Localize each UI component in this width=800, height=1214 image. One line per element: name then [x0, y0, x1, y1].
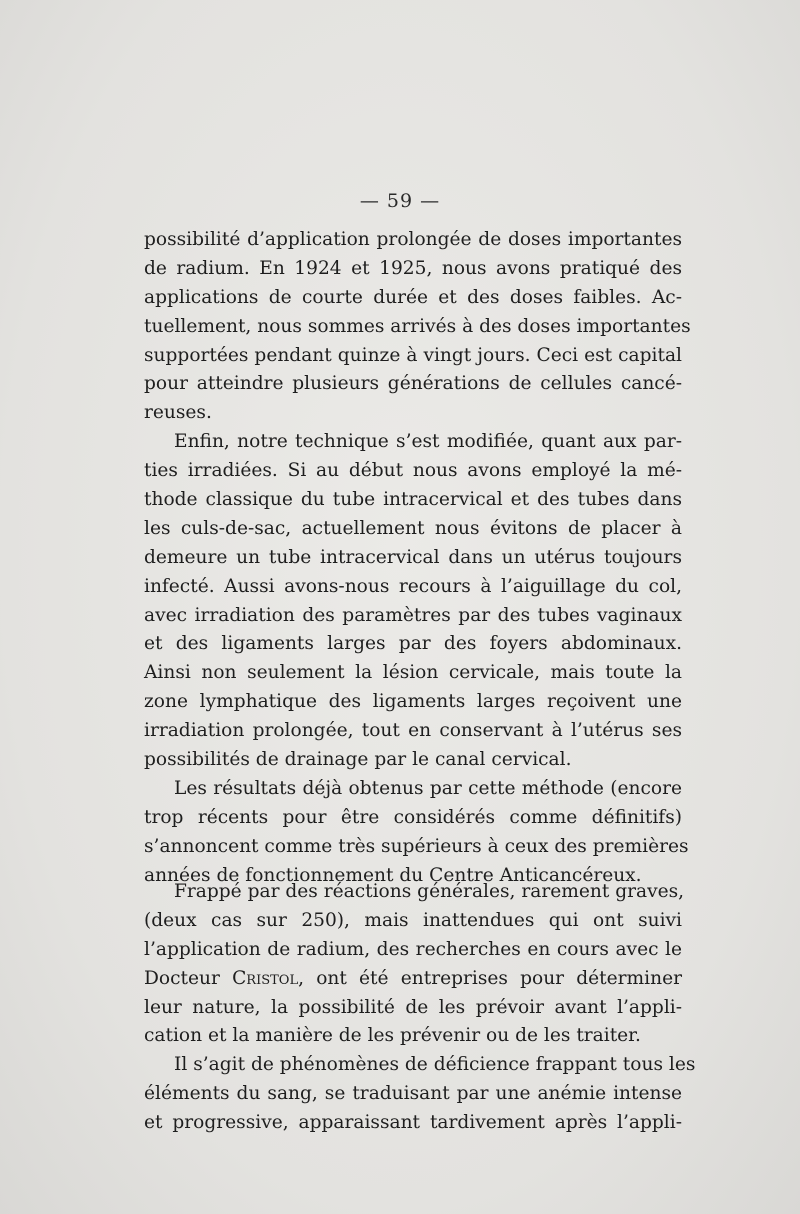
- text-line: Frappé par des réactions générales, rarement graves,: [174, 881, 685, 902]
- text-line: Les résultats déjà obtenus par cette méthode (encore: [174, 777, 682, 799]
- text-line: ties irradiées. Si au début nous avons employé la mé-: [144, 460, 682, 482]
- text-block-upper: [144, 226, 691, 890]
- page-number: — 59 —: [359, 190, 441, 212]
- text-line: et des ligaments larges par des foyers abdominaux.: [144, 633, 682, 655]
- paragraph-phenomena: [144, 1051, 696, 1138]
- text-line: les culs-de-sac, actuellement nous évitons de placer à: [144, 517, 682, 539]
- text-line: irradiation prolongée, tout en conservant à l’utérus ses: [144, 720, 682, 742]
- text-line: applications de courte durée et des doses faibles. Ac-: [144, 286, 682, 308]
- text-line: thode classique du tube intracervical et des tubes dans: [144, 489, 682, 511]
- text-line: avec irradiation des paramètres par des tubes vaginaux: [144, 604, 682, 626]
- text-block-lower: [144, 878, 696, 1138]
- text-line: leur nature, la possibilité de les prévoir avant l’appli-: [144, 996, 682, 1018]
- text-line: infecté. Aussi avons-nous recours à l’aiguillage du col,: [144, 575, 682, 597]
- text-line: années de fonctionnement du Centre Anticancéreux.: [144, 864, 642, 886]
- text-line: l’application de radium, des recherches en cours avec le: [144, 938, 682, 960]
- text-line: pour atteindre plusieurs générations de cellules cancé-: [144, 373, 682, 395]
- paragraph-reactions: [144, 878, 685, 1051]
- text-line: tuellement, nous sommes arrivés à des doses importantes: [144, 315, 691, 337]
- text-line: reuses.: [144, 402, 212, 424]
- text-line: trop récents pour être considérés comme définitifs): [144, 806, 682, 828]
- text-line: éléments du sang, se traduisant par une anémie intense: [144, 1083, 682, 1105]
- text-line: cation et la manière de les prévenir ou de les traiter.: [144, 1025, 641, 1047]
- text-line: zone lymphatique des ligaments larges reçoivent une: [144, 691, 682, 713]
- text-line: Il s’agit de phénomènes de déficience frappant tous les: [174, 1054, 696, 1076]
- text-line: Ainsi non seulement la lésion cervicale, mais toute la: [144, 662, 682, 684]
- text-line: et progressive, apparaissant tardivement après l’appli-: [144, 1112, 682, 1134]
- author-name: Cristol: [232, 967, 299, 989]
- text-line: de radium. En 1924 et 1925, nous avons pratiqué des: [144, 257, 682, 279]
- text-line: possibilité d’application prolongée de doses importantes: [144, 229, 682, 250]
- text-line: [144, 965, 682, 994]
- text-fragment: , ont été entreprises pour déterminer: [298, 967, 682, 989]
- text-fragment: Docteur: [144, 967, 233, 989]
- text-line: Enfin, notre technique s’est modifiée, quant aux par-: [174, 431, 682, 453]
- text-line: (deux cas sur 250), mais inattendues qui ont suivi: [144, 909, 682, 931]
- text-line: demeure un tube intracervical dans un utérus toujours: [144, 546, 682, 568]
- paragraph-results: [144, 775, 689, 891]
- paragraph-technique: [144, 428, 682, 775]
- paragraph-dose-evolution: [144, 226, 691, 428]
- text-line: possibilités de drainage par le canal cervical.: [144, 749, 572, 771]
- text-line: supportées pendant quinze à vingt jours. Ceci est capital: [144, 344, 682, 366]
- text-line: s’annoncent comme très supérieurs à ceux des premières: [144, 835, 689, 857]
